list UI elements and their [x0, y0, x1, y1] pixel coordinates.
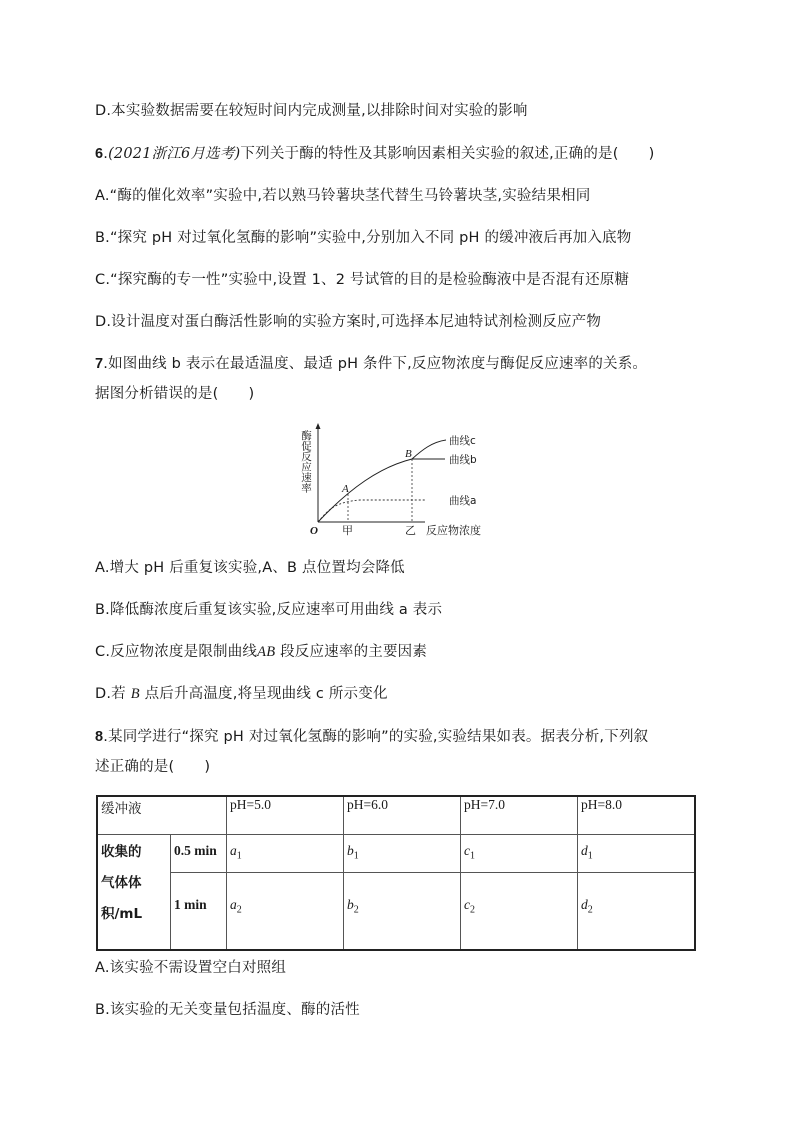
q8-stem-line2: 述正确的是( ) — [95, 759, 211, 775]
q6-number: 6 — [95, 146, 104, 162]
q7-option-d: D.若 B 点后升高温度,将呈现曲线 c 所示变化 — [95, 686, 388, 702]
table-time-2: 1 min — [171, 872, 227, 950]
table-ph-4: pH=8.0 — [578, 796, 696, 834]
curve-c — [412, 440, 446, 459]
q6-stem-text: 下列关于酶的特性及其影响因素相关实验的叙述,正确的是( — [240, 146, 619, 162]
q8-table — [96, 795, 696, 951]
q8-number: 8 — [95, 729, 104, 745]
curve-b-label: 曲线b — [449, 454, 477, 466]
q7-option-b: B.降低酶浓度后重复该实验,反应速率可用曲线 a 表示 — [95, 602, 443, 618]
table-ph-1: pH=5.0 — [227, 796, 344, 834]
q8-stem-line1: 8.某同学进行“探究 pH 对过氧化氢酶的影响”的实验,实验结果如表。据表分析,下列叙 — [95, 729, 649, 745]
table-cell: $a_2$ — [227, 872, 344, 950]
q6-stem-close: ) — [648, 146, 655, 162]
table-ph-2: pH=6.0 — [344, 796, 461, 834]
q6-option-d: D.设计温度对蛋白酶活性影响的实验方案时,可选择本尼迪特试剂检测反应产物 — [95, 314, 602, 330]
table-header-label: 缓冲液 — [97, 796, 227, 834]
table-time-1: 0.5 min — [171, 834, 227, 872]
table-cell: $b_2$ — [344, 872, 461, 950]
table-row-label: 收集的 气体体 积/mL — [97, 834, 171, 950]
q6-option-b: B.“探究 pH 对过氧化氢酶的影响”实验中,分别加入不同 pH 的缓冲液后再加入底物 — [95, 230, 632, 246]
point-b-label: B — [405, 448, 412, 460]
q8-option-b: B.该实验的无关变量包括温度、酶的活性 — [95, 1002, 360, 1018]
x-axis-label: 反应物浓度 — [426, 524, 481, 537]
table-ph-3: pH=7.0 — [461, 796, 578, 834]
q8-option-a: A.该实验不需设置空白对照组 — [95, 960, 287, 976]
y-axis-label: 酶促反应速率 — [300, 430, 312, 493]
q7-stem-line2-close: ) — [248, 386, 255, 402]
q7-option-a: A.增大 pH 后重复该实验,A、B 点位置均会降低 — [95, 560, 405, 576]
x-tick-yi: 乙 — [405, 524, 416, 537]
table-cell: $d_1$ — [578, 834, 696, 872]
curve-a-label: 曲线a — [449, 495, 477, 507]
q7-option-c: C.反应物浓度是限制曲线AB 段反应速率的主要因素 — [95, 644, 428, 660]
table-cell: $b_1$ — [344, 834, 461, 872]
curve-a — [318, 500, 425, 522]
table-cell: $a_1$ — [227, 834, 344, 872]
origin-label: O — [310, 525, 318, 537]
q6-stem: 6.(2021浙江6月选考)下列关于酶的特性及其影响因素相关实验的叙述,正确的是( ) — [95, 146, 655, 162]
q6-option-c: C.“探究酶的专一性”实验中,设置 1、2 号试管的目的是检验酶液中是否混有还原糖 — [95, 272, 630, 288]
x-tick-jia: 甲 — [342, 524, 353, 537]
q7-stem-line2 — [95, 384, 254, 404]
q7-stem-text: 如图曲线 b 表示在最适温度、最适 pH 条件下,反应物浓度与酶促反应速率的关系。 — [108, 356, 648, 372]
q7-number: 7 — [95, 356, 104, 372]
table-cell: $d_2$ — [578, 872, 696, 950]
q6-option-a: A.“酶的催化效率”实验中,若以熟马铃薯块茎代替生马铃薯块茎,实验结果相同 — [95, 188, 591, 204]
q7-stem-line2-text: 据图分析错误的是( — [95, 386, 219, 402]
curve-b — [318, 459, 445, 522]
q7-chart — [300, 422, 500, 540]
table-cell: $c_2$ — [461, 872, 578, 950]
q5-option-d: D.本实验数据需要在较短时间内完成测量,以排除时间对实验的影响 — [95, 103, 528, 119]
curve-c-label: 曲线c — [449, 435, 476, 447]
point-a-label: A — [342, 483, 349, 495]
q6-source: (2021浙江6月选考) — [108, 146, 241, 162]
q8-stem-text: 某同学进行“探究 pH 对过氧化氢酶的影响”的实验,实验结果如表。据表分析,下列叙 — [108, 729, 649, 745]
table-cell: $c_1$ — [461, 834, 578, 872]
q7-stem-line1: 7.如图曲线 b 表示在最适温度、最适 pH 条件下,反应物浓度与酶促反应速率的关系。 — [95, 356, 648, 372]
y-axis-arrow — [316, 423, 321, 429]
